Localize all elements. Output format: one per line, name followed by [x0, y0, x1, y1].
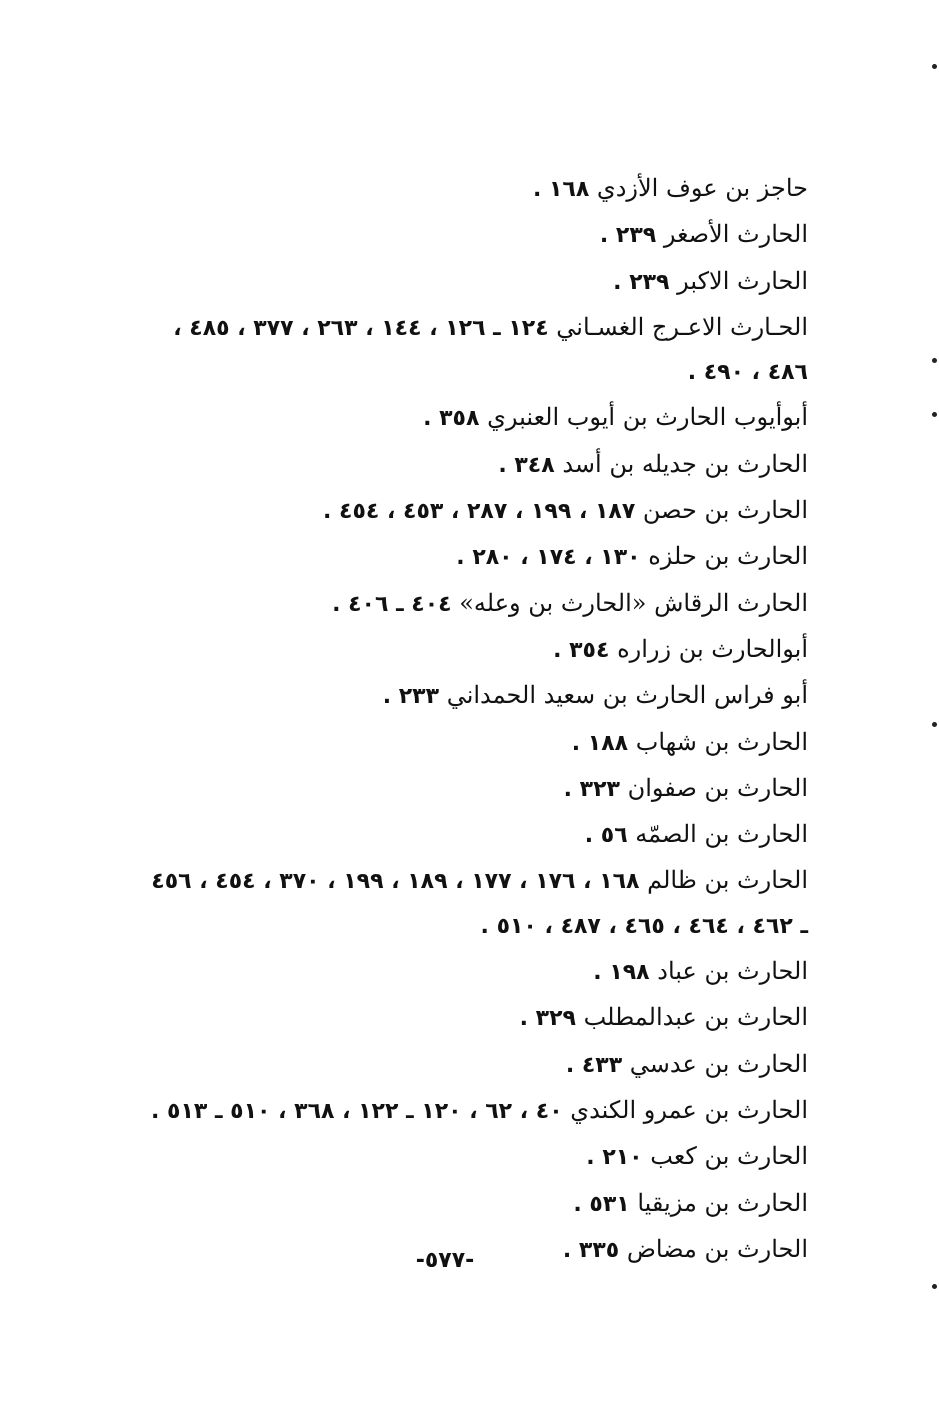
entry-pages: ١٦٨ ، ١٧٦ ، ١٧٧ ، ١٨٩ ، ١٩٩ ، ٣٧٠ ، ٤٥٤ ، ٤٥٦ — [151, 869, 640, 895]
index-entry-12 — [120, 720, 808, 766]
index-entry-21 — [120, 1181, 808, 1227]
index-entry-8 — [120, 534, 808, 580]
index-entry-7 — [120, 488, 808, 534]
entry-pages: ٥٣١ . — [573, 1191, 630, 1217]
scan-margin-mark — [932, 358, 937, 363]
entry-pages: ٢٣٩ . — [599, 223, 657, 249]
index-entry-13 — [120, 766, 808, 812]
entry-pages: ٥٦ . — [584, 823, 628, 849]
index-entry-14 — [120, 812, 808, 858]
entry-pages: ٤٣٣ . — [565, 1052, 623, 1078]
entry-name: الحارث الاكبر — [677, 266, 808, 295]
index-entry-10 — [120, 627, 808, 673]
index-entry-9 — [120, 581, 808, 627]
index-entry-5 — [120, 395, 808, 441]
entry-name: الحارث بن عمرو الكندي — [570, 1095, 808, 1124]
entry-name: الحارث بن الصمّه — [635, 820, 808, 849]
index-entry-16 — [120, 949, 808, 995]
entry-pages: ٤٠٤ ـ ٤٠٦ . — [332, 591, 452, 617]
index-entry-15 — [120, 858, 808, 949]
index-entry-11 — [120, 673, 808, 719]
entry-name: الحارث بن صفوان — [627, 773, 808, 802]
entry-pages: ١٩٨ . — [593, 960, 650, 986]
index-entry-1 — [120, 166, 808, 212]
entry-name: الحارث بن كعب — [650, 1142, 808, 1171]
entry-name: الحارث بن جديله بن أسد — [562, 449, 808, 478]
entry-name: الحارث بن عباد — [657, 957, 808, 986]
index-entry-20 — [120, 1134, 808, 1180]
scan-margin-mark — [932, 1284, 937, 1289]
entry-name: الحارث بن مضاض — [626, 1234, 808, 1263]
entry-name: الحارث بن شهاب — [635, 727, 808, 756]
entry-pages: ١٨٧ ، ١٩٩ ، ٢٨٧ ، ٤٥٣ ، ٤٥٤ . — [323, 499, 636, 525]
index-entry-4 — [120, 305, 808, 396]
entry-pages-continued: ـ ٤٦٢ ، ٤٦٤ ، ٤٦٥ ، ٤٨٧ ، ٥١٠ . — [480, 913, 808, 939]
entry-pages: ٣٢٣ . — [563, 776, 620, 802]
index-entry-18 — [120, 1042, 808, 1088]
index-entry-17 — [120, 995, 808, 1041]
scan-margin-mark — [932, 64, 937, 69]
entry-name: الحارث بن حصن — [642, 496, 808, 525]
index-entry-6 — [120, 442, 808, 488]
entry-pages: ١٨٨ . — [571, 730, 629, 756]
entry-pages: ٣٤٨ . — [498, 452, 555, 478]
entry-pages: ٣٢٩ . — [519, 1006, 576, 1032]
entry-name: الحارث الأصغر — [663, 220, 808, 249]
entry-name: حاجز بن عوف الأزدي — [596, 174, 808, 202]
entry-pages: ٢٣٩ . — [613, 269, 670, 295]
entry-pages: ١٢٤ ـ ١٢٦ ، ١٤٤ ، ٢٦٣ ، ٣٧٧ ، ٤٨٥ ، — [173, 315, 549, 341]
entry-pages: ٣٥٨ . — [423, 406, 480, 432]
entry-name: الحارث بن مزيقيا — [637, 1188, 808, 1217]
page-number: -٥٧٧- — [415, 1248, 475, 1273]
entry-pages: ٢١٠ . — [586, 1145, 643, 1171]
entry-pages: ٤٠ ، ٦٢ ، ١٢٠ ـ ١٢٢ ، ٣٦٨ ، ٥١٠ ـ ٥١٣ . — [150, 1098, 563, 1124]
index-entry-2 — [120, 212, 808, 258]
scan-margin-mark — [932, 412, 937, 417]
entry-pages: ٢٣٣ . — [382, 684, 440, 710]
entry-pages: ١٣٠ ، ١٧٤ ، ٢٨٠ . — [456, 545, 641, 571]
entry-name: الحارث بن عبدالمطلب — [583, 1003, 808, 1032]
entry-pages-continued: ٤٨٦ ، ٤٩٠ . — [687, 360, 808, 386]
entry-name: أبو فراس الحارث بن سعيد الحمداني — [446, 681, 808, 710]
index-entry-3 — [120, 259, 808, 305]
entry-name: الحـارث الاعـرج الغسـاني — [556, 312, 808, 341]
entry-name: أبوأيوب الحارث بن أيوب العنبري — [487, 403, 808, 432]
entry-pages: ١٦٨ . — [532, 177, 590, 202]
index-entry-19 — [120, 1088, 808, 1134]
entry-pages: ٣٥٤ . — [553, 637, 610, 663]
index-list — [120, 166, 808, 1273]
entry-name: أبوالحارث بن زراره — [617, 634, 808, 663]
entry-name: الحارث بن حلزه — [648, 542, 808, 571]
entry-pages: ٣٣٥ . — [562, 1237, 620, 1263]
entry-name: الحارث بن ظالم — [647, 866, 808, 895]
scan-margin-mark — [932, 722, 937, 727]
entry-name: الحارث بن عدسي — [629, 1049, 808, 1078]
entry-name: الحارث الرقاش «الحارث بن وعله» — [459, 588, 808, 617]
